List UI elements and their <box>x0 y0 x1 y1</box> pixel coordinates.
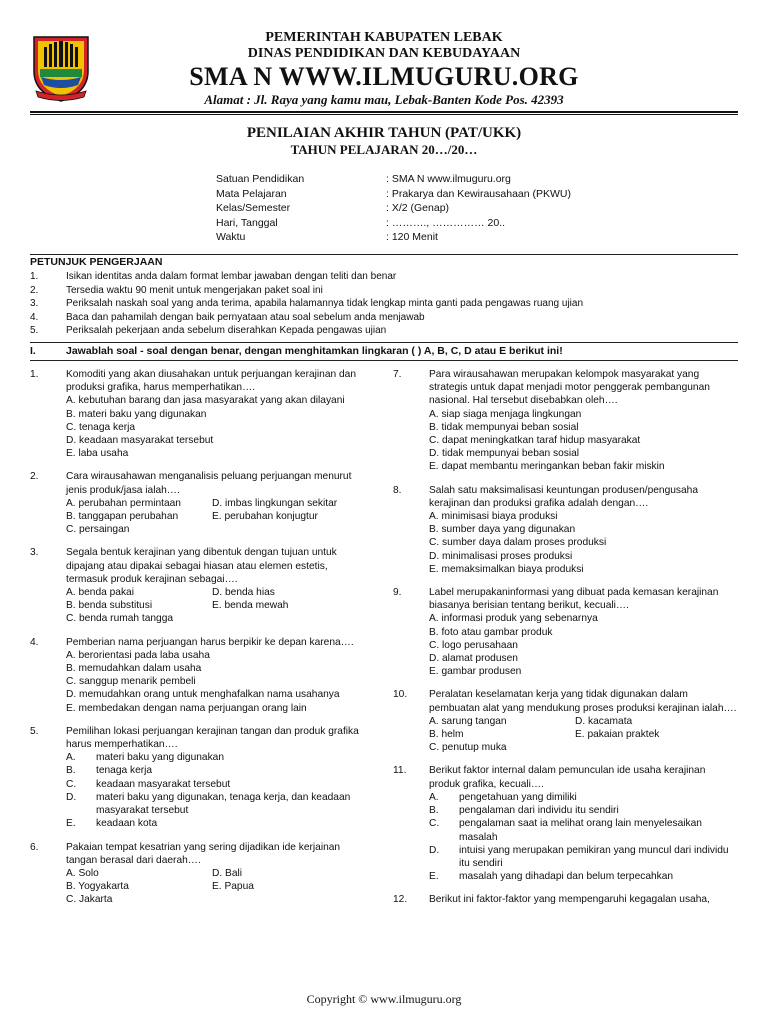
info-value: : SMA N www.ilmuguru.org <box>386 173 511 185</box>
answer-option: B. foto atau gambar produk <box>429 626 553 638</box>
answer-option-letter: C. <box>429 818 440 830</box>
answer-option <box>429 804 738 817</box>
info-value: : X/2 (Genap) <box>386 202 450 214</box>
answer-option-text: masalah yang dihadapi dan belum terpecahkan <box>459 871 674 883</box>
answer-option <box>429 817 738 843</box>
question-number: 11. <box>393 765 407 777</box>
question-item <box>393 764 738 883</box>
question-text: Para wirausahawan merupakan kelompok masyarakat yang strategis untuk dapat menjadi motor penggerak pembangunan nasional. Hal tersebut disebabkan oleh…. <box>429 369 710 407</box>
answer-option <box>66 817 370 830</box>
info-label: Mata Pelajaran <box>216 187 287 200</box>
exam-title-main: PENILAIAN AKHIR TAHUN (PAT/UKK) <box>246 125 522 141</box>
question-text: Pakaian tempat kesatrian yang sering dijadikan ide kerjainan tangan berasal dari daerah…. <box>66 841 341 866</box>
question-item <box>393 484 738 576</box>
question-item <box>30 636 370 715</box>
question-number: 10. <box>393 689 408 701</box>
info-row <box>216 230 571 245</box>
answer-option: B. tanggapan perubahan <box>66 511 179 523</box>
question-text: Segala bentuk kerajinan yang dibentuk dengan tujuan untuk dipajang atau dipakai sebagai hiasan atau elemen estetis, termasuk produk kerajinan sebagai…. <box>66 547 337 585</box>
instructions-heading: PETUNJUK PENGERJAAN <box>30 256 163 268</box>
answer-option: A. berorientasi pada laba usaha <box>66 649 210 661</box>
answer-option: E. benda mewah <box>212 600 289 612</box>
info-value: : Prakarya dan Kewirausahaan (PKWU) <box>386 187 571 200</box>
answer-option: D. alamat produsen <box>429 653 518 665</box>
answer-option: E. Papua <box>212 881 254 893</box>
answer-option: A. informasi produk yang sebenarnya <box>429 613 598 625</box>
question-body <box>66 470 370 536</box>
answer-option: D. minimalisasi proses produksi <box>429 550 573 562</box>
answer-option: A. minimisasi biaya produksi <box>429 511 558 523</box>
government-name: PEMERINTAH KABUPATEN LEBAK <box>265 30 503 45</box>
instruction-number: 1. <box>30 271 39 282</box>
answer-options-grid <box>66 497 370 537</box>
question-item <box>30 470 370 536</box>
answer-option: D. benda hias <box>212 587 275 599</box>
info-value: : ………., …………… 20.. <box>386 216 506 229</box>
question-number: 7. <box>393 369 402 380</box>
answer-option <box>66 778 370 791</box>
instruction-item <box>30 297 738 311</box>
answer-option-text: materi baku yang digunakan <box>96 752 224 764</box>
question-item <box>30 725 370 831</box>
answer-option: C. benda rumah tangga <box>66 613 174 625</box>
question-text: Cara wirausahawan menganalisis peluang perjuangan menurut jenis produk/jasa ialah…. <box>66 471 352 496</box>
answer-option: A. benda pakai <box>66 587 134 599</box>
instruction-item <box>30 311 738 325</box>
letterhead <box>0 0 768 120</box>
instruction-number: 3. <box>30 298 39 309</box>
answer-option: E. memaksimalkan biaya produksi <box>429 563 584 575</box>
school-address: Alamat : Jl. Raya yang kamu mau, Lebak-Banten Kode Pos. 42393 <box>204 92 564 107</box>
question-body <box>429 484 738 576</box>
instruction-number: 2. <box>30 284 39 296</box>
answer-option-text: pengalaman dari individu itu sendiri <box>459 805 619 817</box>
answer-option-letter: B. <box>429 805 439 817</box>
question-number: 3. <box>30 547 39 559</box>
answer-option: C. logo perusahaan <box>429 639 518 651</box>
instruction-text: Periksalah naskah soal yang anda terima, apabila halamannya tidak lengkap minta ganti pada pengawas ruang ujian <box>66 298 584 309</box>
question-item <box>393 893 738 906</box>
question-body <box>66 636 370 715</box>
question-text: Berikut faktor internal dalam pemunculan ide usaha kerajinan produk grafika, kecuali…. <box>429 765 706 790</box>
answer-option-letter: D. <box>429 844 440 856</box>
question-item <box>393 586 738 678</box>
part-number: I. <box>30 345 36 357</box>
question-body <box>429 368 738 474</box>
exam-info <box>216 172 571 245</box>
question-item <box>30 841 370 907</box>
letterhead-divider <box>30 111 738 113</box>
question-text: Salah satu maksimalisasi keuntungan produsen/pengusaha kerajinan dan produksi grafika adalah dengan…. <box>429 484 699 509</box>
answer-option: E. gambar produsen <box>429 666 522 678</box>
answer-option-text: tenaga kerja <box>96 765 153 777</box>
question-body <box>66 841 370 907</box>
section-divider <box>30 342 738 343</box>
answer-option: C. persaingan <box>66 524 130 536</box>
answer-option: B. Yogyakarta <box>66 881 129 893</box>
answer-option: E. membedakan dengan nama perjuangan orang lain <box>66 702 307 714</box>
answer-option-text: intuisi yang merupakan pemikiran yang muncul dari individu itu sendiri <box>459 844 729 869</box>
answer-option: A. perubahan permintaan <box>66 497 181 509</box>
section-divider <box>30 360 738 361</box>
answer-option: A. kebutuhan barang dan jasa masyarakat yang akan dilayani <box>66 395 345 407</box>
answer-option: E. pakaian praktek <box>575 729 660 741</box>
answer-option: C. tenaga kerja <box>66 421 136 433</box>
answer-option: D. imbas lingkungan sekitar <box>212 497 338 509</box>
question-text: Komoditi yang akan diusahakan untuk perjuangan kerajinan dan produksi grafika, harus memperhatikan…. <box>66 369 356 394</box>
question-text: Berikut ini faktor-faktor yang mempengaruhi kegagalan usaha, <box>429 894 710 906</box>
answer-option: C. sanggup menarik pembeli <box>66 676 196 688</box>
info-value: : 120 Menit <box>386 231 438 243</box>
question-number: 1. <box>30 369 39 380</box>
info-label: Hari, Tanggal <box>216 216 278 229</box>
question-item <box>393 368 738 474</box>
answer-options-grid <box>66 586 370 626</box>
instruction-text: Tersedia waktu 90 menit untuk mengerjakan paket soal ini <box>66 284 323 296</box>
answer-option <box>66 751 370 764</box>
instructions-list <box>30 270 738 338</box>
answer-option: B. helm <box>429 729 464 741</box>
info-label: Kelas/Semester <box>216 202 291 214</box>
answer-option-text: pengetahuan yang dimiliki <box>459 791 577 803</box>
question-number: 8. <box>393 484 402 496</box>
answer-options-grid <box>66 867 370 907</box>
info-row <box>216 172 571 187</box>
answer-option: D. keadaan masyarakat tersebut <box>66 435 214 447</box>
answer-option-text: materi baku yang digunakan, tenaga kerja, dan keadaan masyarakat tersebut <box>96 791 351 817</box>
answer-option-letter: D. <box>66 791 77 803</box>
info-row <box>216 201 571 216</box>
question-text: Label merupakaninformasi yang dibuat pada kemasan kerajinan biasanya berisian tentang berikut, kecuali…. <box>429 587 719 612</box>
question-number: 12. <box>393 894 408 906</box>
letterhead-divider-thin <box>30 114 738 115</box>
answer-option: B. sumber daya yang digunakan <box>429 524 576 536</box>
answer-option: B. benda substitusi <box>66 600 153 612</box>
instruction-text: Isikan identitas anda dalam format lembar jawaban dengan teliti dan benar <box>66 271 397 282</box>
info-label: Satuan Pendidikan <box>216 173 305 185</box>
answer-option <box>429 844 738 870</box>
instruction-item <box>30 324 738 338</box>
department-name: DINAS PENDIDIKAN DAN KEBUDAYAAN <box>247 46 521 61</box>
question-number: 2. <box>30 471 39 483</box>
answer-option: B. tidak mempunyai beban sosial <box>429 421 579 433</box>
copyright-footer: Copyright © www.ilmuguru.org <box>306 992 462 1006</box>
instruction-item <box>30 284 738 298</box>
answer-option: C. penutup muka <box>429 742 507 754</box>
answer-option <box>66 791 370 817</box>
answer-option: D. kacamata <box>575 715 633 727</box>
answer-option-text: pengalaman saat ia melihat orang lain menyelesaikan masalah <box>459 818 702 843</box>
answer-option: E. dapat membantu meringankan beban fakir miskin <box>429 461 665 473</box>
part-instruction-text: Jawablah soal - soal dengan benar, dengan menghitamkan lingkaran ( ) A, B, C, D atau E berikut ini! <box>66 345 563 357</box>
answer-option: D. memudahkan orang untuk menghafalkan nama usahanya <box>66 689 340 701</box>
section-divider <box>30 254 738 255</box>
answer-option: B. materi baku yang digunakan <box>66 408 207 420</box>
instruction-number: 5. <box>30 325 39 336</box>
answer-option-letter: E. <box>66 818 76 830</box>
answer-option-letter: C. <box>66 778 77 790</box>
instruction-item <box>30 270 738 284</box>
answer-option: D. tidak mempunyai beban sosial <box>429 448 580 460</box>
school-name: SMA N WWW.ILMUGURU.ORG <box>189 62 579 91</box>
answer-option-text: keadaan kota <box>96 818 158 830</box>
answer-option: E. perubahan konjugtur <box>212 511 318 523</box>
info-label: Waktu <box>216 231 246 243</box>
question-item <box>30 368 370 460</box>
answer-option: C. sumber daya dalam proses produksi <box>429 537 607 549</box>
instruction-number: 4. <box>30 311 39 323</box>
answer-option <box>66 764 370 777</box>
question-text: Pemilihan lokasi perjuangan kerajinan tangan dan produk grafika harus memperhatikan…. <box>66 725 359 751</box>
letterhead-text <box>100 30 668 108</box>
question-number: 5. <box>30 725 39 737</box>
info-row <box>216 187 571 202</box>
questions-right-column <box>393 368 738 917</box>
question-body <box>429 893 738 906</box>
answer-option-text: keadaan masyarakat tersebut <box>96 778 231 790</box>
answer-option-letter: A. <box>429 791 439 803</box>
kabupaten-lebak-emblem-icon <box>30 33 92 103</box>
answer-option: D. Bali <box>212 867 243 879</box>
answer-option-letter: E. <box>429 871 439 883</box>
answer-option: A. siap siaga menjaga lingkungan <box>429 408 582 420</box>
instruction-text: Baca dan pahamilah dengan baik pernyataan atau soal sebelum anda menjawab <box>66 311 425 323</box>
question-item <box>393 688 738 754</box>
question-item <box>30 546 370 625</box>
question-body <box>66 725 370 831</box>
instruction-text: Periksalah pekerjaan anda sebelum diserahkan Kepada pengawas ujian <box>66 325 387 336</box>
answer-options-grid <box>429 715 738 755</box>
question-text: Pemberian nama perjuangan harus berpikir ke depan karena…. <box>66 636 354 648</box>
question-number: 9. <box>393 587 402 599</box>
answer-option: E. laba usaha <box>66 448 129 460</box>
answer-option: A. Solo <box>66 867 99 879</box>
question-body <box>66 546 370 625</box>
answer-option <box>429 791 738 804</box>
exam-title <box>0 124 768 158</box>
answer-option <box>429 870 738 883</box>
exam-title-year: TAHUN PELAJARAN 20…/20… <box>290 142 478 157</box>
questions-left-column <box>30 368 370 917</box>
question-body <box>429 586 738 678</box>
answer-option-letter: A. <box>66 752 76 764</box>
info-row <box>216 216 571 231</box>
part-instruction <box>30 345 738 357</box>
answer-option-letter: B. <box>66 765 76 777</box>
question-text: Peralatan keselamatan kerja yang tidak digunakan dalam pembuatan alat yang mendukung proses produksi kerajinan ialah…. <box>429 689 737 714</box>
question-number: 6. <box>30 841 39 853</box>
question-number: 4. <box>30 636 39 648</box>
question-body <box>429 764 738 883</box>
answer-option: B. memudahkan dalam usaha <box>66 663 202 675</box>
answer-option: C. dapat meningkatkan taraf hidup masyarakat <box>429 435 641 447</box>
answer-option: A. sarung tangan <box>429 715 507 727</box>
answer-option: C. Jakarta <box>66 894 113 906</box>
question-body <box>429 688 738 754</box>
question-body <box>66 368 370 460</box>
